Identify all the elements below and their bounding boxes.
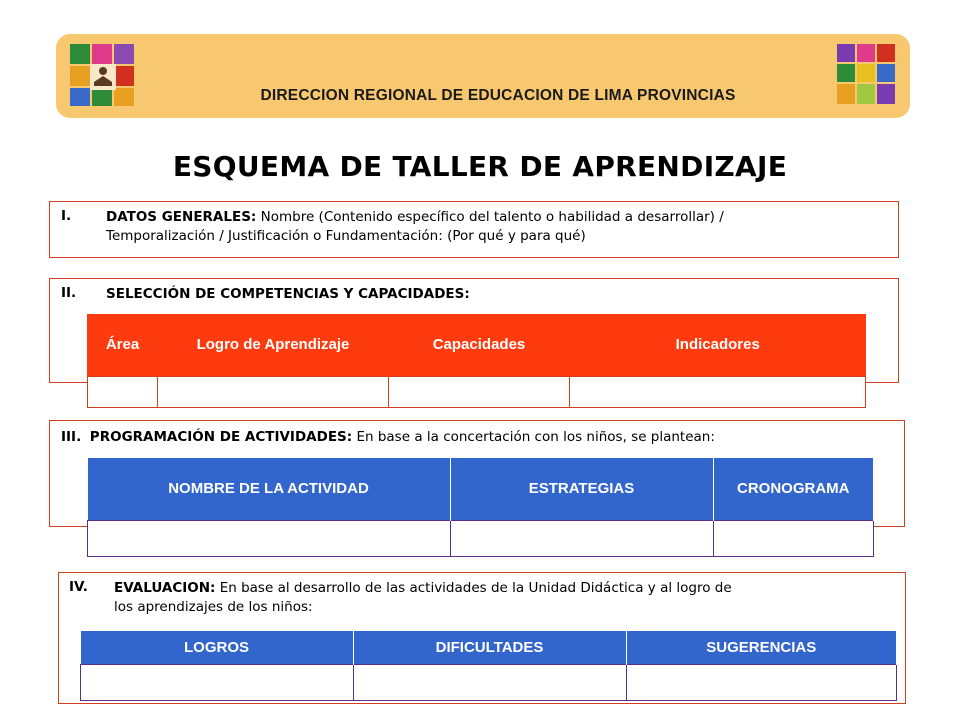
table-cell[interactable] [88,520,451,556]
table-cell[interactable] [389,376,570,407]
section-activities-text [61,428,901,447]
section-competencies-text [106,285,886,304]
section-description: En base al desarrollo de las actividades de la Unidad Didáctica y al logro de [215,580,732,596]
column-header: ESTRATEGIAS [450,458,713,520]
header-banner [56,34,910,118]
section-number: IV. [69,579,88,595]
column-header: DIFICULTADES [353,631,626,664]
evaluation-table [80,631,897,701]
section-heading: PROGRAMACIÓN DE ACTIVIDADES: [89,429,353,445]
table-cell[interactable] [450,520,713,556]
table-cell[interactable] [626,664,897,700]
section-general-data-text [106,208,896,246]
org-title: DIRECCION REGIONAL DE EDUCACION DE LIMA PROVINCIAS [260,87,736,104]
activities-table [87,458,874,557]
section-description: En base a la concertación con los niños, se plantean: [352,429,715,445]
page-title: ESQUEMA DE TALLER DE APRENDIZAJE [172,150,788,183]
table-cell[interactable] [713,520,874,556]
table-cell[interactable] [158,376,389,407]
section-number: I. [61,208,72,224]
section-description: Nombre (Contenido específico del talento o habilidad a desarrollar) / [256,209,724,225]
table-cell[interactable] [81,664,354,700]
column-header: Logro de Aprendizaje [158,314,389,376]
column-header: NOMBRE DE LA ACTIVIDAD [88,458,451,520]
column-header: LOGROS [81,631,354,664]
table-cell[interactable] [353,664,626,700]
section-heading: DATOS GENERALES: [106,209,257,225]
column-header: Capacidades [389,314,570,376]
section-number: II. [61,285,77,301]
table-cell[interactable] [570,376,866,407]
column-header: Indicadores [570,314,866,376]
section-heading: SELECCIÓN DE COMPETENCIAS Y CAPACIDADES: [106,286,470,302]
column-header: CRONOGRAMA [713,458,874,520]
table-cell[interactable] [88,376,158,407]
section-description: los aprendizajes de los niños: [114,599,313,615]
competencies-table [87,314,866,408]
column-header: SUGERENCIAS [626,631,897,664]
column-header: Área [88,314,158,376]
section-description: Temporalización / Justificación o Fundamentación: (Por qué y para qué) [106,228,586,244]
section-evaluation-text [114,579,894,617]
education-logo-left [68,42,138,108]
section-heading: EVALUACION: [114,580,216,596]
education-logo-right [835,42,897,106]
section-number: III. [61,429,82,445]
